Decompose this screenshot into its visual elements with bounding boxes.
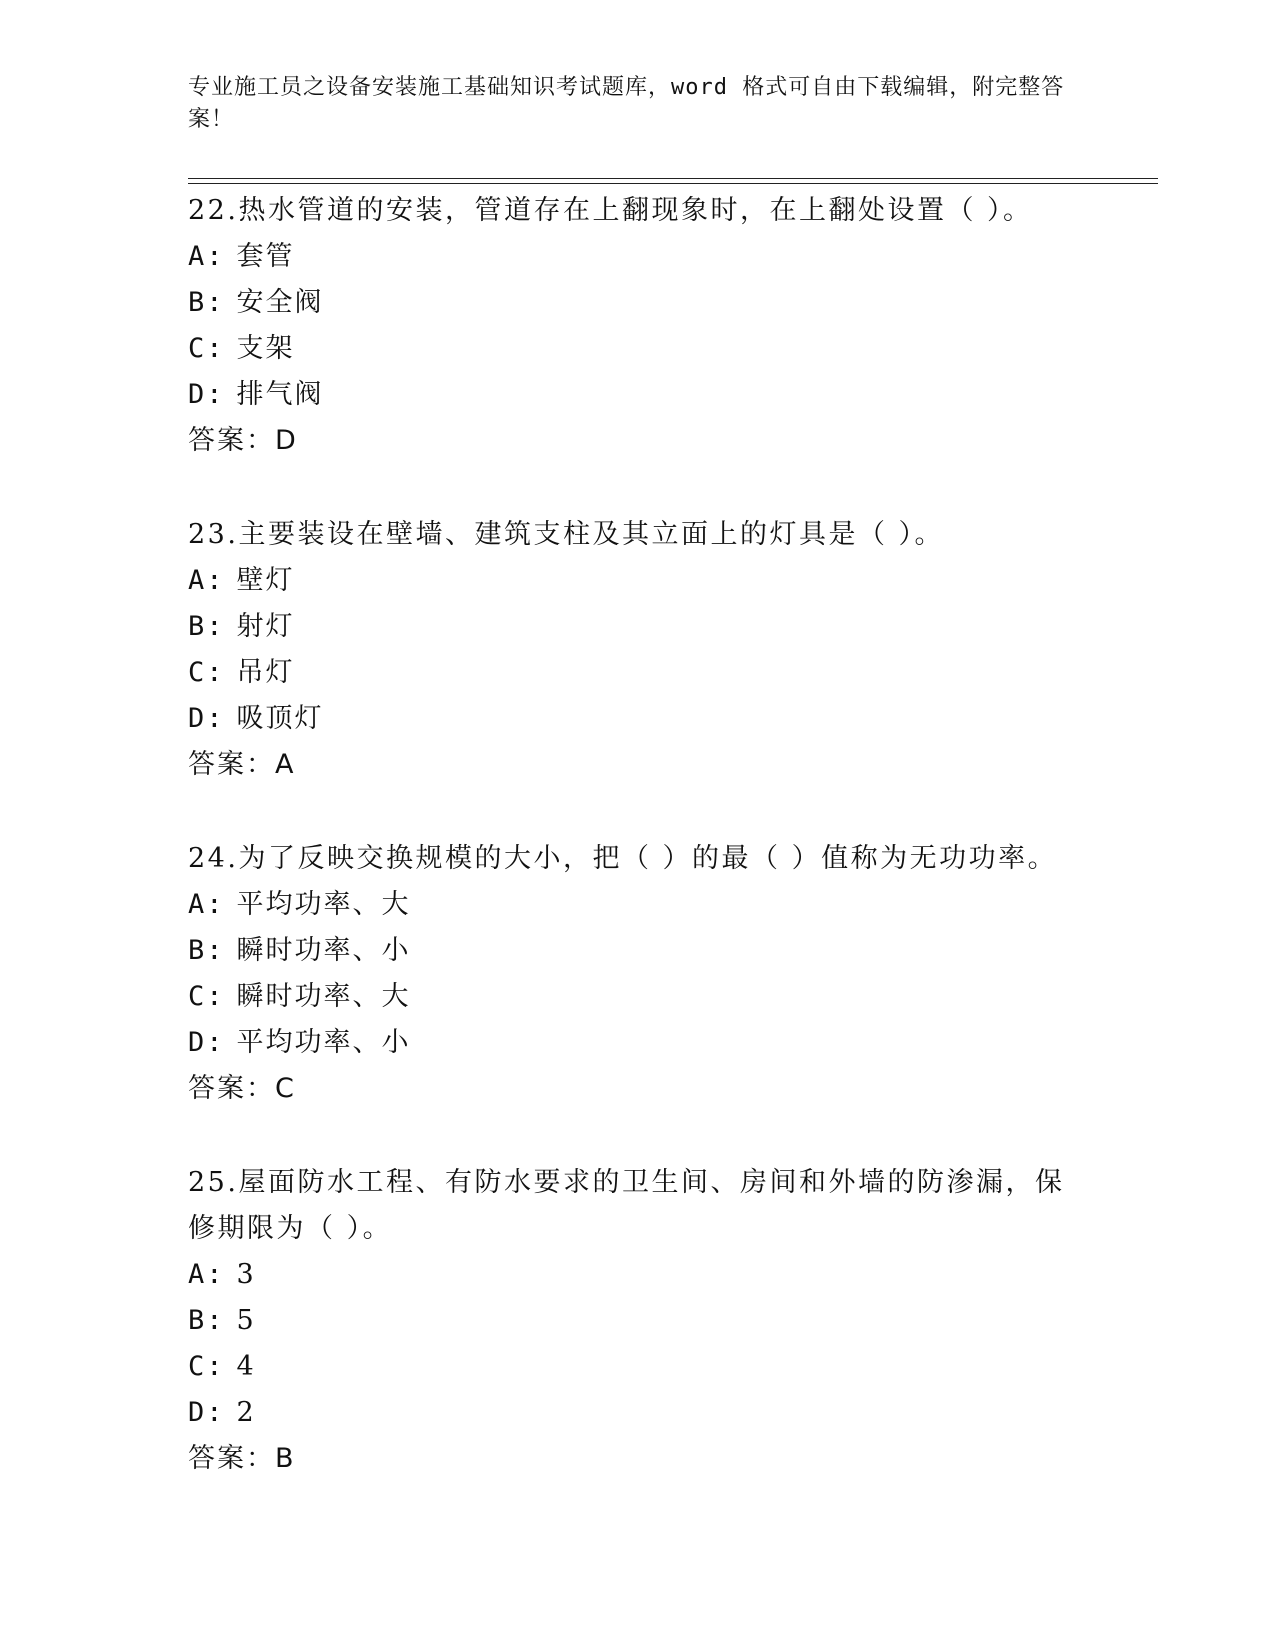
option-b [188, 928, 1088, 974]
option-d [188, 696, 1088, 742]
question-25 [188, 1160, 1088, 1482]
document-header: 专业施工员之设备安装施工基础知识考试题库，word 格式可自由下载编辑，附完整答案！ [188, 75, 1065, 132]
header-rule-top [188, 178, 1158, 179]
option-text: 2 [236, 1397, 256, 1428]
option-b [188, 1298, 1088, 1344]
question-stem: 24.为了反映交换规模的大小，把（ ）的最（ ）值称为无功功率。 [188, 843, 1058, 874]
option-text: 平均功率、大 [236, 889, 411, 920]
option-text: 安全阀 [236, 287, 324, 318]
question-stem: 25.屋面防水工程、有防水要求的卫生间、房间和外墙的防渗漏，保修期限为（ ）。 [188, 1167, 1065, 1244]
option-c [188, 326, 1088, 372]
option-d [188, 1390, 1088, 1436]
option-b [188, 280, 1088, 326]
option-c [188, 1344, 1088, 1390]
answer-line: 答案：C [188, 1073, 296, 1104]
option-key: D: [188, 703, 225, 734]
question-stem: 23.主要装设在壁墙、建筑支柱及其立面上的灯具是（ ）。 [188, 519, 945, 550]
option-text: 平均功率、小 [236, 1027, 411, 1058]
option-key: D: [188, 379, 225, 410]
option-key: C: [188, 657, 225, 688]
option-text: 瞬时功率、小 [236, 935, 411, 966]
option-text: 3 [236, 1259, 256, 1290]
option-text: 4 [236, 1351, 256, 1382]
option-d [188, 372, 1088, 418]
option-key: C: [188, 1351, 225, 1382]
header-rule-bottom [188, 183, 1158, 184]
option-key: B: [188, 287, 225, 318]
option-a [188, 558, 1088, 604]
question-list [188, 188, 1088, 1530]
option-key: B: [188, 935, 225, 966]
option-key: A: [188, 889, 225, 920]
option-key: C: [188, 333, 225, 364]
question-23 [188, 512, 1088, 788]
option-a [188, 882, 1088, 928]
option-text: 支架 [236, 333, 295, 364]
option-text: 5 [236, 1305, 256, 1336]
option-text: 吊灯 [236, 657, 295, 688]
option-b [188, 604, 1088, 650]
option-text: 套管 [236, 241, 295, 272]
option-key: B: [188, 611, 225, 642]
option-key: C: [188, 981, 225, 1012]
option-text: 壁灯 [236, 565, 295, 596]
question-22 [188, 188, 1088, 464]
answer-line: 答案：D [188, 425, 298, 456]
option-c [188, 974, 1088, 1020]
option-text: 瞬时功率、大 [236, 981, 411, 1012]
option-d [188, 1020, 1088, 1066]
option-key: A: [188, 1259, 225, 1290]
option-a [188, 234, 1088, 280]
option-key: B: [188, 1305, 225, 1336]
option-text: 排气阀 [236, 379, 324, 410]
option-key: D: [188, 1397, 225, 1428]
question-stem: 22.热水管道的安装，管道存在上翻现象时，在上翻处设置（ ）。 [188, 195, 1033, 226]
answer-line: 答案：A [188, 749, 296, 780]
option-a [188, 1252, 1088, 1298]
option-text: 吸顶灯 [236, 703, 324, 734]
option-c [188, 650, 1088, 696]
option-text: 射灯 [236, 611, 295, 642]
option-key: D: [188, 1027, 225, 1058]
answer-line: 答案：B [188, 1443, 296, 1474]
question-24 [188, 836, 1088, 1112]
option-key: A: [188, 565, 225, 596]
option-key: A: [188, 241, 225, 272]
